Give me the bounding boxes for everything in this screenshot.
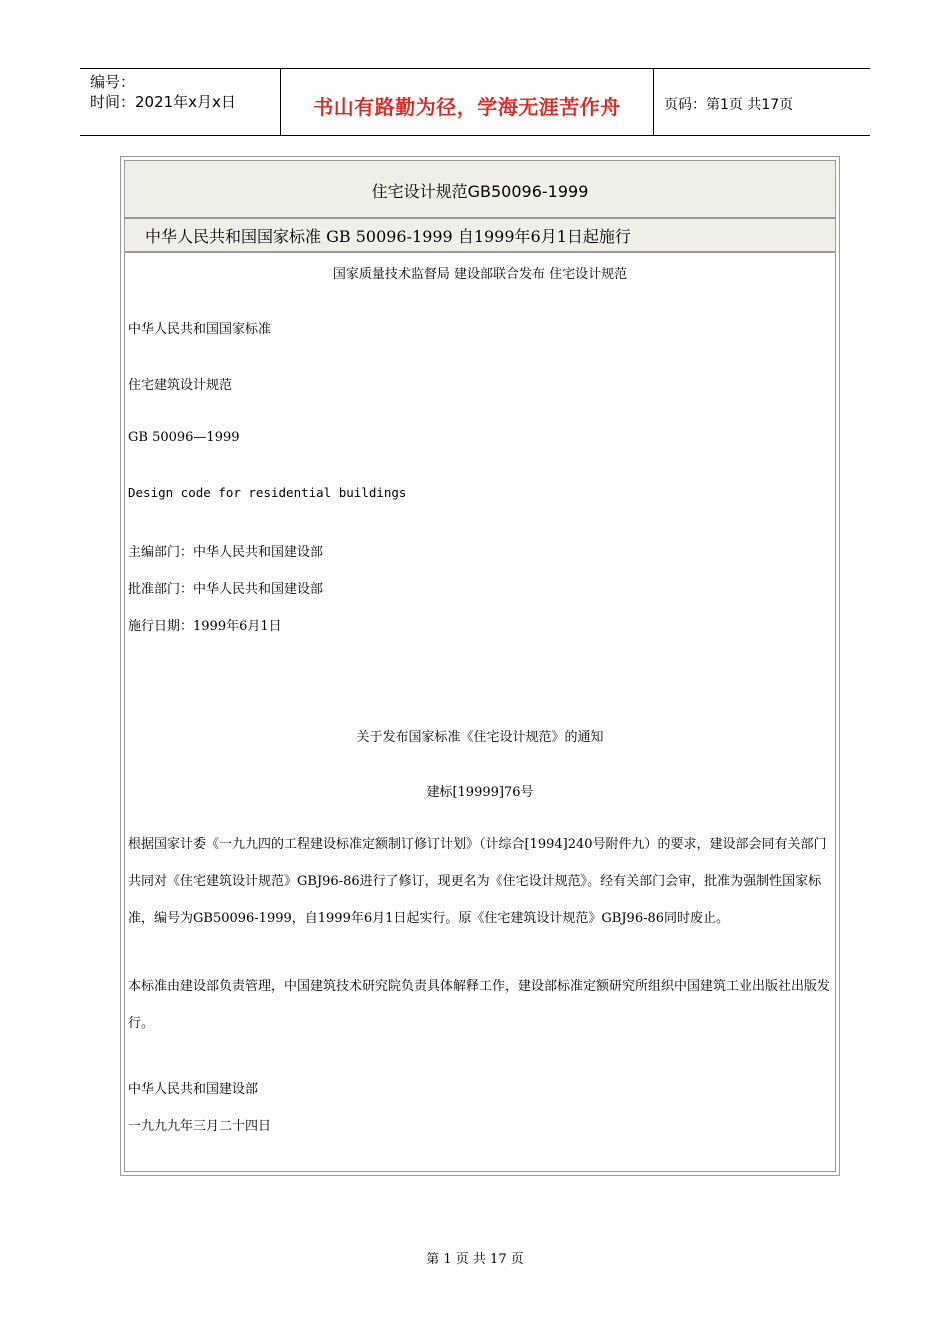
code-line: GB 50096—1999 [128, 430, 240, 445]
notice-paragraph-2: 本标准由建设部负责管理，中国建筑技术研究院负责具体解释工作，建设部标准定额研究所组织中国建筑工业出版社出版发行。 [128, 979, 831, 1031]
header-motto-cell [281, 69, 654, 135]
name-line: 住宅建筑设计规范 [128, 378, 233, 393]
page-footer: 第 1 页 共 17 页 [426, 1252, 524, 1267]
header-meta [80, 69, 281, 135]
page-header [80, 68, 870, 136]
standard-line: 中华人民共和国国家标准 [128, 322, 272, 337]
approver-line: 批准部门：中华人民共和国建设部 [128, 582, 324, 597]
document-inner [124, 160, 836, 1172]
time-label: 时间：2021年x月x日 [90, 93, 236, 111]
notice-title: 关于发布国家标准《住宅设计规范》的通知 [356, 730, 604, 745]
date-line: 施行日期：1999年6月1日 [128, 619, 282, 634]
document-title: 住宅设计规范GB50096-1999 [125, 161, 835, 219]
signature-org: 中华人民共和国建设部 [128, 1082, 259, 1097]
notice-paragraph-1: 根据国家计委《一九九四的工程建设标准定额制订修订计划》（计综合[1994]240号附件九）的要求，建设部会同有关部门共同对《住宅建筑设计规范》GBJ96-86进行了修订，现更名为《住宅设计规范》。经有关部门会审，批准为强制性国家标准，编号为GB50096-1999，自1999年6月1日起实行。原《住宅建筑设计规范》GBJ96-86同时废止。 [128, 837, 827, 926]
editor-line: 主编部门：中华人民共和国建设部 [128, 545, 324, 560]
publisher-line: 国家质量技术监督局 建设部联合发布 住宅设计规范 [332, 267, 628, 282]
signature-date: 一九九九年三月二十四日 [128, 1119, 272, 1134]
notice-number: 建标[19999]76号 [426, 785, 534, 800]
english-title-line: Design code for residential buildings [128, 485, 407, 500]
number-label: 编号： [90, 73, 136, 91]
motto-text: 书山有路勤为径，学海无涯苦作舟 [313, 94, 621, 119]
header-page-info: 页码：第1页 共17页 [664, 97, 794, 113]
document-frame [120, 156, 840, 1176]
document-subtitle: 中华人民共和国国家标准 GB 50096-1999 自1999年6月1日起施行 [125, 219, 835, 253]
